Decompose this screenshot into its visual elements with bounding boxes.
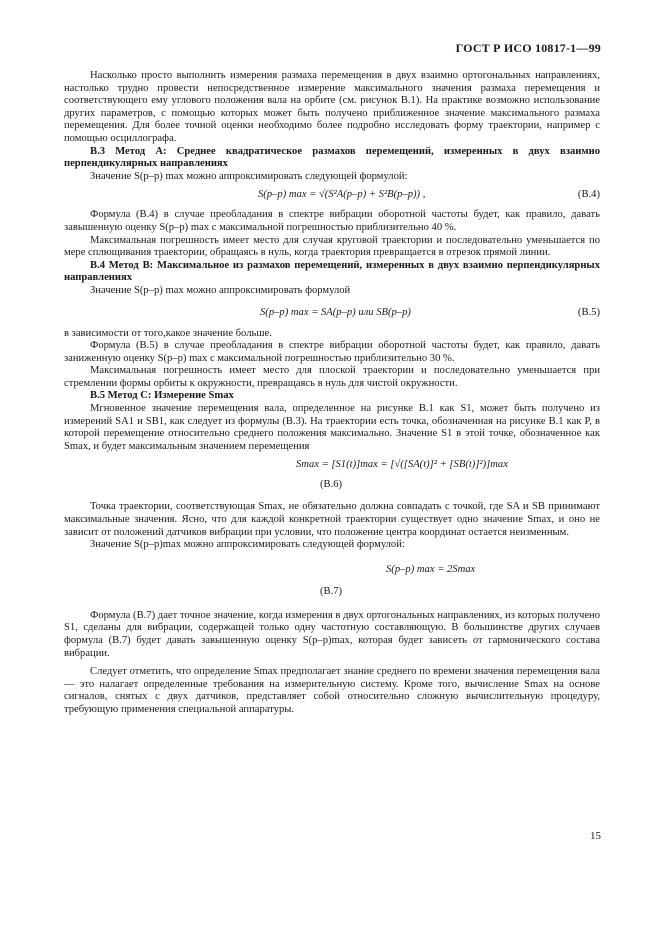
heading-text: В.5 Метод С: Измерение Smax: [90, 390, 234, 402]
formula-number-b5: (В.5): [577, 306, 600, 318]
paragraph-text: Значение S(p–p)max можно аппроксимировать следующей формулой:: [90, 539, 405, 551]
paragraph: [64, 340, 600, 365]
paragraph: [64, 666, 600, 716]
paragraph-text: в зависимости от того,какое значение больше.: [64, 327, 272, 339]
paragraph: [64, 285, 600, 298]
paragraph: [64, 235, 600, 260]
formula-b5-row: [64, 298, 600, 328]
paragraph-text: Значение S(p–p) max можно аппроксимировать следующей формулой:: [90, 170, 408, 182]
paragraph: [64, 403, 600, 453]
paragraph: [64, 610, 600, 660]
paragraph: [64, 70, 600, 146]
paragraph: [64, 365, 600, 390]
paragraph-text: Значение S(p–p) max можно аппроксимировать формулой: [90, 284, 351, 296]
formula-b6: Smax = [S1(t)]max = [√([SA(t)]² + [SB(t)]²)]max: [296, 459, 508, 471]
formula-b6-row: [64, 453, 600, 497]
paragraph: [64, 171, 600, 184]
paragraph-text: Формула (В.5) в случае преобладания в спектре вибрации оборотной частоты будет, как правило, давать заниженную оценку S(p–p) max с максимальной погрешностью приблизительно 30 %.: [64, 340, 600, 364]
formula-number-b4: (В.4): [577, 189, 600, 201]
formula-b4-row: [64, 183, 600, 209]
paragraph-text: Следует отметить, что определение Smax предполагает знание среднего по времени значения перемещения вала — это налагает определенные требования на измерительную систему. Кроме того, вычисление Smax на основе сигналов, снятых с двух датчиков, представляет собой относительно сложную вычислительную процедуру, требующую применения специальной аппаратуры.: [64, 666, 600, 715]
paragraph-text: Максимальная погрешность имеет место для случая круговой траектории и последовательно уменьшается по мере сплющивания траектории, обращаясь в нуль, когда траектория превращается в отрезок прямой линии.: [64, 234, 600, 259]
paragraph: [64, 209, 600, 234]
heading-text: В.3 Метод А: Среднее квадратическое размахов перемещений, измеренных в двух взаимно перпендикулярных направлениях: [64, 145, 600, 170]
standard-header: ГОСТ Р ИСО 10817-1—99: [455, 41, 601, 55]
paragraph-text: Максимальная погрешность имеет место для плоской траектории и последовательно уменьшается при стремлении формы орбиты к окружности, превращаясь в нуль для чистой окружности.: [64, 365, 600, 389]
page-number: 15: [590, 830, 601, 842]
formula-number-b6: (В.6): [320, 479, 343, 491]
formula-b5: S(p–p) max = SA(p–p) или SB(p–p): [260, 306, 411, 318]
paragraph: [64, 328, 600, 341]
section-heading-b3: [64, 146, 600, 171]
formula-number-b7: (В.7): [320, 585, 343, 597]
paragraph-text: Формула (В.7) дает точное значение, когда измерения в двух ортогональных направлениях, из которых получено S1, сделаны для вибрации, содержащей только одну частотную составляющую. В большинстве других случаев формула (В.7) будет давать завышенную оценку S(p–p)max, которая будет зависеть от гармонического состава вибрации.: [64, 609, 600, 659]
paragraph-text: Насколько просто выполнить измерения размаха перемещения в двух взаимно ортогональных направлениях, настолько трудно провести непосредственное измерение максимального значения размаха перемещения и соответствующего ему углового положения вала на орбите (см. рисунок В.1). На практике возможно использование других параметров, с помощью которых может быть получено приближенное значение максимального размаха перемещения. Для более точной оценки необходимо более подробно исследовать форму траектории, например с помощью осциллографа.: [64, 70, 600, 144]
section-heading-b4: [64, 260, 600, 285]
section-heading-b5: [64, 390, 600, 403]
paragraph-text: Мгновенное значение перемещения вала, определенное на рисунке В.1 как S1, может быть получено из измерений SA1 и SB1, как следует из формулы (В.3). На траектории есть точка, обозначенная на рисунке В.1 как P, в которой перемещение относительно среднего положения максимально. Значение S1 в этой точке, обозначенное как Smax, и будет максимальным значением перемещения: [64, 403, 600, 452]
heading-text: В.4 Метод В: Максимальное из размахов перемещений, измеренных в двух взаимно перпендикулярных направлениях: [64, 259, 600, 284]
document-body: [64, 70, 600, 717]
paragraph-text: Формула (В.4) в случае преобладания в спектре вибрации оборотной частоты будет, как правило, давать завышенную оценку S(p–p) max с максимальной погрешностью приблизительно 40 %.: [64, 209, 600, 233]
paragraph: [64, 501, 600, 539]
formula-b7-row: [64, 552, 600, 604]
paragraph-text: Точка траектории, соответствующая Smax, не обязательно должна совпадать с точкой, где SA и SB принимают максимальные значения. Ясно, что для каждой конкретной траектории существует одно значение Smax, и оно не зависит от положений датчиков вибрации при условии, что положение центра координат остается неизменным.: [64, 501, 600, 538]
formula-b7: S(p–p) max = 2Smax: [386, 563, 476, 575]
paragraph: [64, 539, 600, 552]
formula-b4: S(p–p) max = √(S²A(p–p) + S²B(p–p)) ,: [258, 189, 426, 201]
